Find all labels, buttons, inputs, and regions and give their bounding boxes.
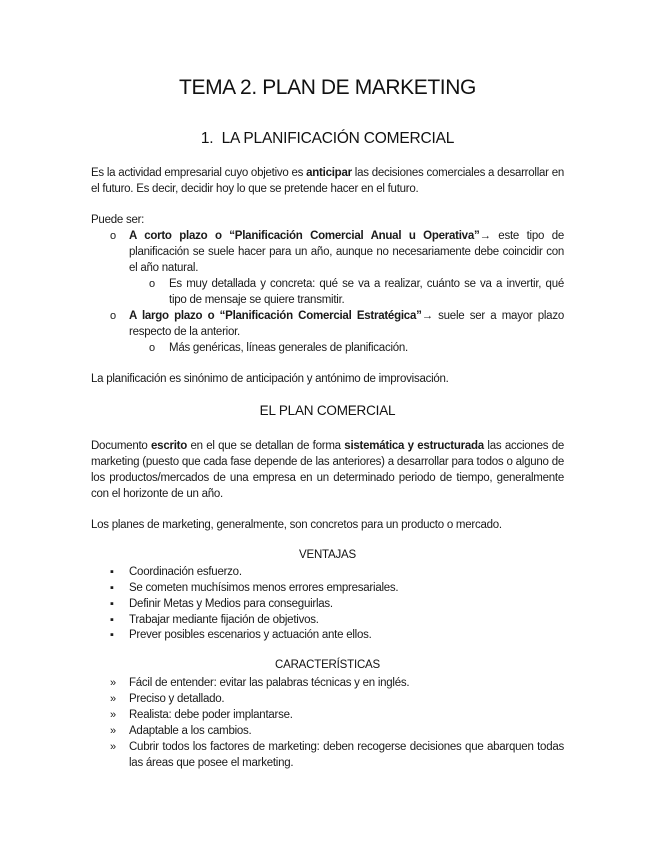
ventaja-item (110, 612, 564, 628)
caracteristicas-heading: CARACTERÍSTICAS (275, 659, 380, 671)
circle-bullet-icon: o (110, 230, 116, 242)
corto-plazo-text: → este tipo de planificación se suele hacer para un año, aunque no necesariamente debe coincidir con el año natural. (129, 230, 565, 274)
list-subitem-corto-plazo (149, 276, 564, 308)
largo-plazo-text: → suele ser a mayor plazo respecto de la anterior. (129, 310, 564, 338)
ventaja-item (110, 627, 564, 643)
square-bullet-icon: ▪ (110, 614, 114, 626)
double-chevron-bullet-icon: » (110, 677, 116, 689)
circle-bullet-icon: o (110, 310, 116, 322)
double-chevron-bullet-icon: » (110, 741, 116, 753)
caracteristica-item (110, 739, 564, 771)
ventaja-text: Definir Metas y Medios para conseguirlas. (129, 598, 333, 610)
ventaja-text: Coordinación esfuerzo. (129, 566, 242, 578)
double-chevron-bullet-icon: » (110, 709, 116, 721)
definition-paragraph (91, 438, 564, 502)
def-bold-1: escrito (151, 440, 187, 452)
ventaja-text: Trabajar mediante fijación de objetivos. (129, 614, 319, 626)
subitem-text: Más genéricas, líneas generales de planificación. (169, 342, 408, 354)
largo-plazo-title: A largo plazo o “Planificación Comercial Estratégica” (129, 310, 422, 322)
intro-text-2: las decisiones comerciales a desarrollar en el futuro. Es decir, decidir hoy lo que se pretende hacer en el futuro. (91, 167, 564, 195)
caracteristica-item (110, 707, 564, 723)
square-bullet-icon: ▪ (110, 598, 114, 610)
caracteristica-text: Preciso y detallado. (129, 693, 225, 705)
double-chevron-bullet-icon: » (110, 725, 116, 737)
square-bullet-icon: ▪ (110, 582, 114, 594)
section-heading-plan-comercial: EL PLAN COMERCIAL (259, 403, 396, 418)
subitem-text: Es muy detallada y concreta: qué se va a realizar, cuánto se va a invertir, qué tipo de mensaje se quiere transmitir. (169, 278, 564, 306)
list-item-corto-plazo (110, 228, 565, 276)
def-bold-2: sistemática y estructurada (344, 440, 484, 452)
ventajas-heading: VENTAJAS (299, 549, 356, 561)
list-subitem-largo-plazo (149, 340, 564, 356)
intro-bold: anticipar (306, 167, 352, 179)
square-bullet-icon: ▪ (110, 566, 114, 578)
section-number: 1. (200, 130, 214, 147)
list-item-largo-plazo (110, 308, 564, 340)
ventaja-text: Se cometen muchísimos menos errores empresariales. (129, 582, 399, 594)
intro-text-1: Es la actividad empresarial cuyo objetivo es (91, 167, 307, 179)
section-heading-planificacion (0, 130, 655, 148)
def-text-1: Documento (91, 440, 152, 452)
page-title: TEMA 2. PLAN DE MARKETING (179, 76, 476, 99)
puede-ser-label: Puede ser: (91, 214, 145, 226)
circle-bullet-icon: o (149, 278, 155, 290)
intro-paragraph (91, 165, 564, 197)
ventaja-text: Prever posibles escenarios y actuación ante ellos. (129, 629, 372, 641)
ventaja-item (110, 564, 564, 580)
caracteristica-text: Fácil de entender: evitar las palabras técnicas y en inglés. (129, 677, 410, 689)
caracteristica-text: Adaptable a los cambios. (129, 725, 252, 737)
ventaja-item (110, 596, 564, 612)
note-paragraph: Los planes de marketing, generalmente, son concretos para un producto o mercado. (91, 519, 502, 531)
caracteristica-item (110, 723, 564, 739)
caracteristica-text: Realista: debe poder implantarse. (129, 709, 293, 721)
ventaja-item (110, 580, 564, 596)
double-chevron-bullet-icon: » (110, 693, 116, 705)
corto-plazo-title: A corto plazo o “Planificación Comercial Anual u Operativa” (129, 230, 480, 242)
section-title: LA PLANIFICACIÓN COMERCIAL (221, 130, 455, 147)
caracteristica-item (110, 675, 564, 691)
def-text-2: en el que se detallan de forma (187, 440, 345, 452)
square-bullet-icon: ▪ (110, 629, 114, 641)
caracteristica-item (110, 691, 564, 707)
circle-bullet-icon: o (149, 342, 155, 354)
closing-paragraph: La planificación es sinónimo de anticipación y antónimo de improvisación. (91, 373, 449, 385)
def-text-3: las acciones de marketing (puesto que cada fase depende de las anteriores) a desarrollar para todos o alguno de los productos/mercados de una empresa en un determinado periodo de tiempo, generalmente con el horizonte de un año. (91, 440, 564, 500)
caracteristica-text: Cubrir todos los factores de marketing: deben recogerse decisiones que abarquen todas las áreas que posee el marketing. (129, 741, 564, 769)
